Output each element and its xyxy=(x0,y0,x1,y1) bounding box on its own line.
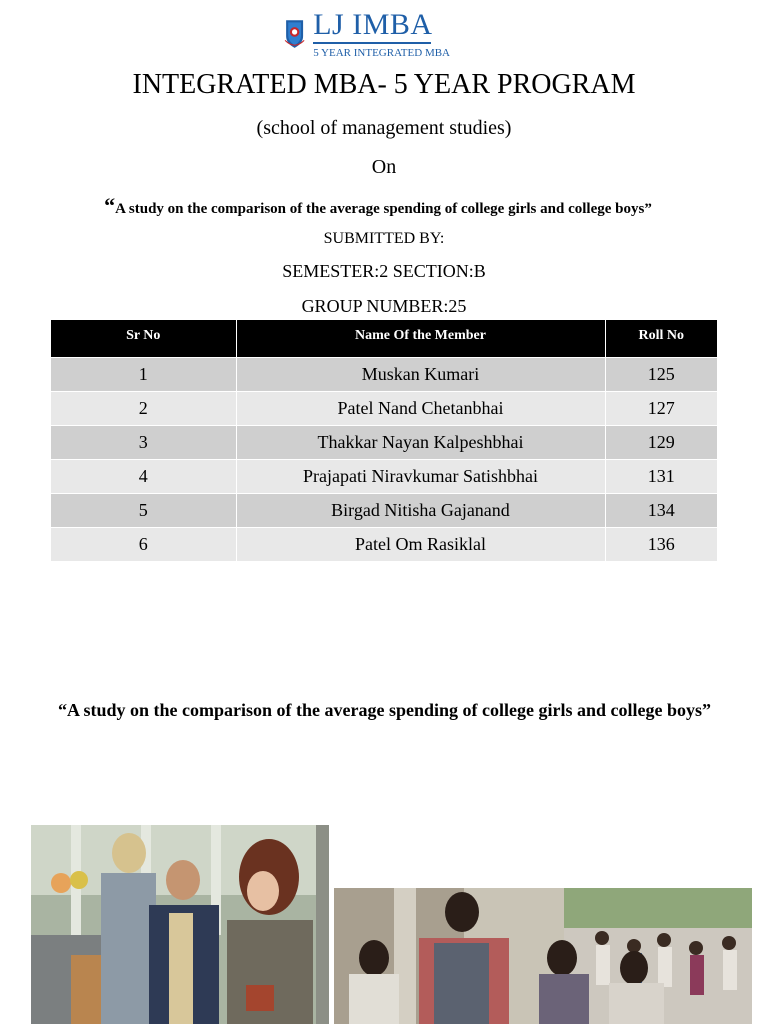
table-row xyxy=(51,460,717,494)
study-title xyxy=(0,195,762,220)
study-title-repeat: “A study on the comparison of the average spending of college girls and college boys” xyxy=(58,700,711,720)
semester-section: SEMESTER:2 SECTION:B xyxy=(282,261,486,281)
column-header-roll-no: Roll No xyxy=(605,320,717,358)
sr-no-cell: 6 xyxy=(51,528,236,562)
roll-no-cell: 136 xyxy=(605,528,717,562)
table-header-row xyxy=(51,320,717,358)
member-name-cell: Thakkar Nayan Kalpeshbhai xyxy=(236,426,605,460)
member-name-cell: Muskan Kumari xyxy=(236,358,605,392)
member-name-cell: Prajapati Niravkumar Satishbhai xyxy=(236,460,605,494)
logo-divider xyxy=(313,42,431,44)
sr-no-cell: 2 xyxy=(51,392,236,426)
table-row xyxy=(51,392,717,426)
column-header-name: Name Of the Member xyxy=(236,320,605,358)
group-number: GROUP NUMBER:25 xyxy=(301,296,467,316)
member-name-cell: Birgad Nitisha Gajanand xyxy=(236,494,605,528)
program-title: INTEGRATED MBA- 5 YEAR PROGRAM xyxy=(132,69,636,100)
submitted-by-label: SUBMITTED BY: xyxy=(323,230,445,247)
roll-no-cell: 127 xyxy=(605,392,717,426)
member-name-cell: Patel Om Rasiklal xyxy=(236,528,605,562)
logo-subtitle: 5 YEAR INTEGRATED MBA xyxy=(313,46,450,59)
students-campus-photo xyxy=(334,888,752,1024)
sr-no-cell: 3 xyxy=(51,426,236,460)
roll-no-cell: 131 xyxy=(605,460,717,494)
school-name: (school of management studies) xyxy=(256,117,512,139)
lj-imba-logo xyxy=(278,0,450,66)
sr-no-cell: 5 xyxy=(51,494,236,528)
students-cafeteria-photo xyxy=(31,825,329,1024)
roll-no-cell: 134 xyxy=(605,494,717,528)
shield-emblem-icon xyxy=(284,3,305,63)
table-row xyxy=(51,528,717,562)
table-row xyxy=(51,358,717,392)
on-label: On xyxy=(371,156,397,178)
member-name-cell: Patel Nand Chetanbhai xyxy=(236,392,605,426)
roll-no-cell: 125 xyxy=(605,358,717,392)
table-row xyxy=(51,426,717,460)
table-row xyxy=(51,494,717,528)
roll-no-cell: 129 xyxy=(605,426,717,460)
members-table xyxy=(51,320,717,561)
logo-name: LJ IMBA xyxy=(313,8,433,42)
column-header-sr-no: Sr No xyxy=(51,320,236,358)
sr-no-cell: 4 xyxy=(51,460,236,494)
study-title-text: A study on the comparison of the average spending of college girls and college boys” xyxy=(115,201,652,217)
study-title-open-quote: “ xyxy=(104,193,116,218)
sr-no-cell: 1 xyxy=(51,358,236,392)
